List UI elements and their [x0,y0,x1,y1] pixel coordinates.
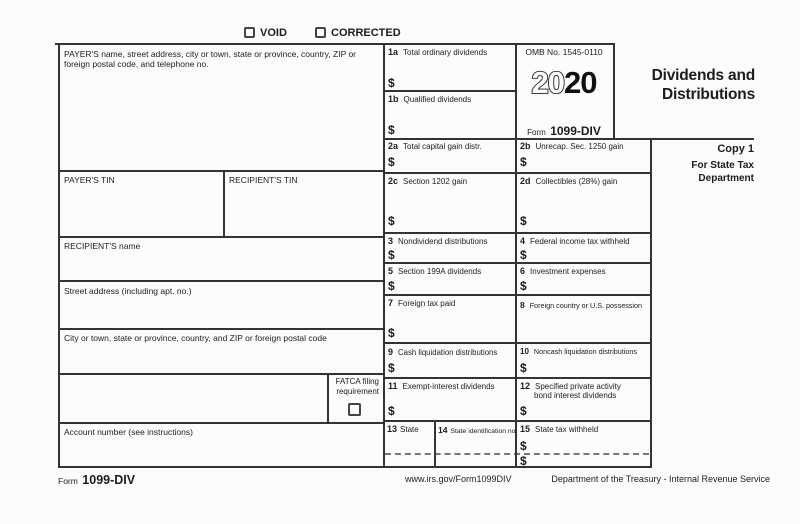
divider-line [383,294,651,296]
box-5-dollar-sign: $ [388,279,395,293]
divider-line [58,170,384,172]
box-2c-dollar-sign: $ [388,214,395,228]
form-word: Form [527,128,546,137]
fatca-checkbox[interactable] [348,403,361,416]
divider-line [383,172,651,174]
box-13-state-field[interactable] [385,436,432,464]
recipient-tin-label: RECIPIENT'S TIN [229,175,298,185]
divider-line [223,170,225,236]
fatca-label [330,377,379,396]
box-13-label: 13 State [387,424,419,434]
box-2b-amount-field[interactable] [530,155,646,169]
divider-line [383,342,651,344]
void-checkbox[interactable] [244,27,255,38]
box-6-amount-field[interactable] [530,278,646,291]
box-9-amount-field[interactable] [398,360,512,374]
footer-form-number: 1099-DIV [82,473,136,487]
recipient-tin-field[interactable] [226,186,381,234]
divider-line [58,328,384,330]
void-label: VOID [260,27,287,39]
box-8-label: 8 Foreign country or U.S. possession [520,300,642,310]
form-number: 1099-DIV [550,124,601,138]
box-15-label: 15 State tax withheld [520,424,599,434]
divider-line [383,90,516,92]
box-15-dollar-sign-1: $ [520,439,527,453]
city-label: City or town, state or province, country, and ZIP or foreign postal code [64,333,327,343]
box-1b-amount-field[interactable] [398,121,512,135]
box-12-label: 12 Specified private activity bond interest dividends [520,381,621,400]
box-6-dollar-sign: $ [520,279,527,293]
box-7-dollar-sign: $ [388,326,395,340]
corrected-label: CORRECTED [331,27,401,39]
form-title-line2: Distributions [662,86,755,103]
divider-line [383,43,385,466]
payer-tin-label: PAYER'S TIN [64,175,115,185]
fatca-label-line2: requirement [336,386,379,396]
box-1b-label: 1b Qualified dividends [388,94,472,104]
copy-recipient-line2: Department [698,173,754,184]
payer-info-field[interactable] [60,70,380,168]
box-7-amount-field[interactable] [398,324,512,339]
box-10-dollar-sign: $ [520,361,527,375]
box-4-dollar-sign: $ [520,248,527,262]
box-2c-label: 2c Section 1202 gain [388,176,468,186]
box-1b-dollar-sign: $ [388,123,395,137]
divider-line [383,232,651,234]
form-title [652,66,755,104]
box-11-amount-field[interactable] [398,402,512,417]
divider-line [327,373,329,422]
street-address-field[interactable] [60,297,380,326]
form-number-box [517,122,611,140]
divider-line [55,43,613,45]
box-8-country-field[interactable] [518,312,646,339]
payer-block-label: PAYER'S name, street address, city or town, state or province, country, ZIP or foreign postal code, and telephone no. [64,49,357,69]
payer-tin-field[interactable] [60,186,220,234]
box-4-label: 4 Federal income tax withheld [520,236,630,246]
box-5-amount-field[interactable] [398,278,512,291]
box-15-amount-field-2[interactable] [530,454,646,465]
divider-line [58,236,384,238]
divider-line [383,420,651,422]
box-1a-dollar-sign: $ [388,76,395,90]
box-9-dollar-sign: $ [388,361,395,375]
box-14-label: 14 State identification no. [438,425,518,435]
copy-recipient-line1: For State Tax [691,160,754,171]
box-7-label: 7 Foreign tax paid [388,298,456,308]
tax-year-outline-digits: 20 [531,65,564,100]
box-2d-dollar-sign: $ [520,214,527,228]
account-number-field[interactable] [60,438,380,464]
box-10-label: 10 Noncash liquidation distributions [520,347,637,356]
box-6-label: 6 Investment expenses [520,266,606,276]
box-4-amount-field[interactable] [530,247,646,260]
box-3-dollar-sign: $ [388,248,395,262]
box-5-label: 5 Section 199A dividends [388,266,482,276]
corrected-checkbox[interactable] [315,27,326,38]
box-9-label: 9 Cash liquidation distributions [388,347,498,357]
box-2b-label: 2b Unrecap. Sec. 1250 gain [520,141,624,151]
divider-line [58,422,384,424]
footer-form-id [58,471,135,489]
account-number-label: Account number (see instructions) [64,427,193,437]
street-address-label: Street address (including apt. no.) [64,286,192,296]
recipient-name-label: RECIPIENT'S name [64,241,141,251]
box-3-label: 3 Nondividend distributions [388,236,488,246]
form-title-line1: Dividends and [651,67,755,84]
box-2a-amount-field[interactable] [398,155,512,169]
box-2a-label: 2a Total capital gain distr. [388,141,482,151]
copy-recipient [691,159,754,185]
copy-designation: Copy 1 [717,143,754,155]
divider-line [383,377,651,379]
box-12-dollar-sign: $ [520,404,527,418]
box-14-state-id-field[interactable] [436,436,513,464]
footer-form-word: Form [58,476,78,486]
box-11-label: 11 Exempt-interest dividends [388,381,495,391]
box-10-amount-field[interactable] [530,360,646,374]
tax-year-bold-digits: 20 [564,65,597,100]
city-field[interactable] [60,344,380,371]
divider-line [58,466,652,468]
box-2b-dollar-sign: $ [520,155,527,169]
footer-url: www.irs.gov/Form1099DIV [405,474,512,484]
box-2c-amount-field[interactable] [398,212,512,228]
box-1a-label: 1a Total ordinary dividends [388,47,488,57]
omb-number: OMB No. 1545-0110 [525,47,603,57]
box-12-amount-field[interactable] [530,402,646,417]
divider-line [515,43,517,466]
box-1a-amount-field[interactable] [398,74,512,88]
divider-line [58,280,384,282]
footer-agency: Department of the Treasury - Internal Revenue Service [551,474,770,484]
divider-line [58,373,384,375]
fatca-label-line1: FATCA filing [335,377,379,386]
box-15-amount-field-1[interactable] [530,438,646,451]
box-11-dollar-sign: $ [388,404,395,418]
box-2d-amount-field[interactable] [530,212,646,228]
divider-line [383,262,651,264]
tax-year [517,65,611,100]
box-2d-label: 2d Collectibles (28%) gain [520,176,618,186]
divider-line [613,43,615,140]
divider-line [650,138,652,466]
recipient-name-field[interactable] [60,252,380,278]
box-2a-dollar-sign: $ [388,155,395,169]
box-15-dollar-sign-2: $ [520,454,527,468]
box-3-amount-field[interactable] [398,247,512,260]
